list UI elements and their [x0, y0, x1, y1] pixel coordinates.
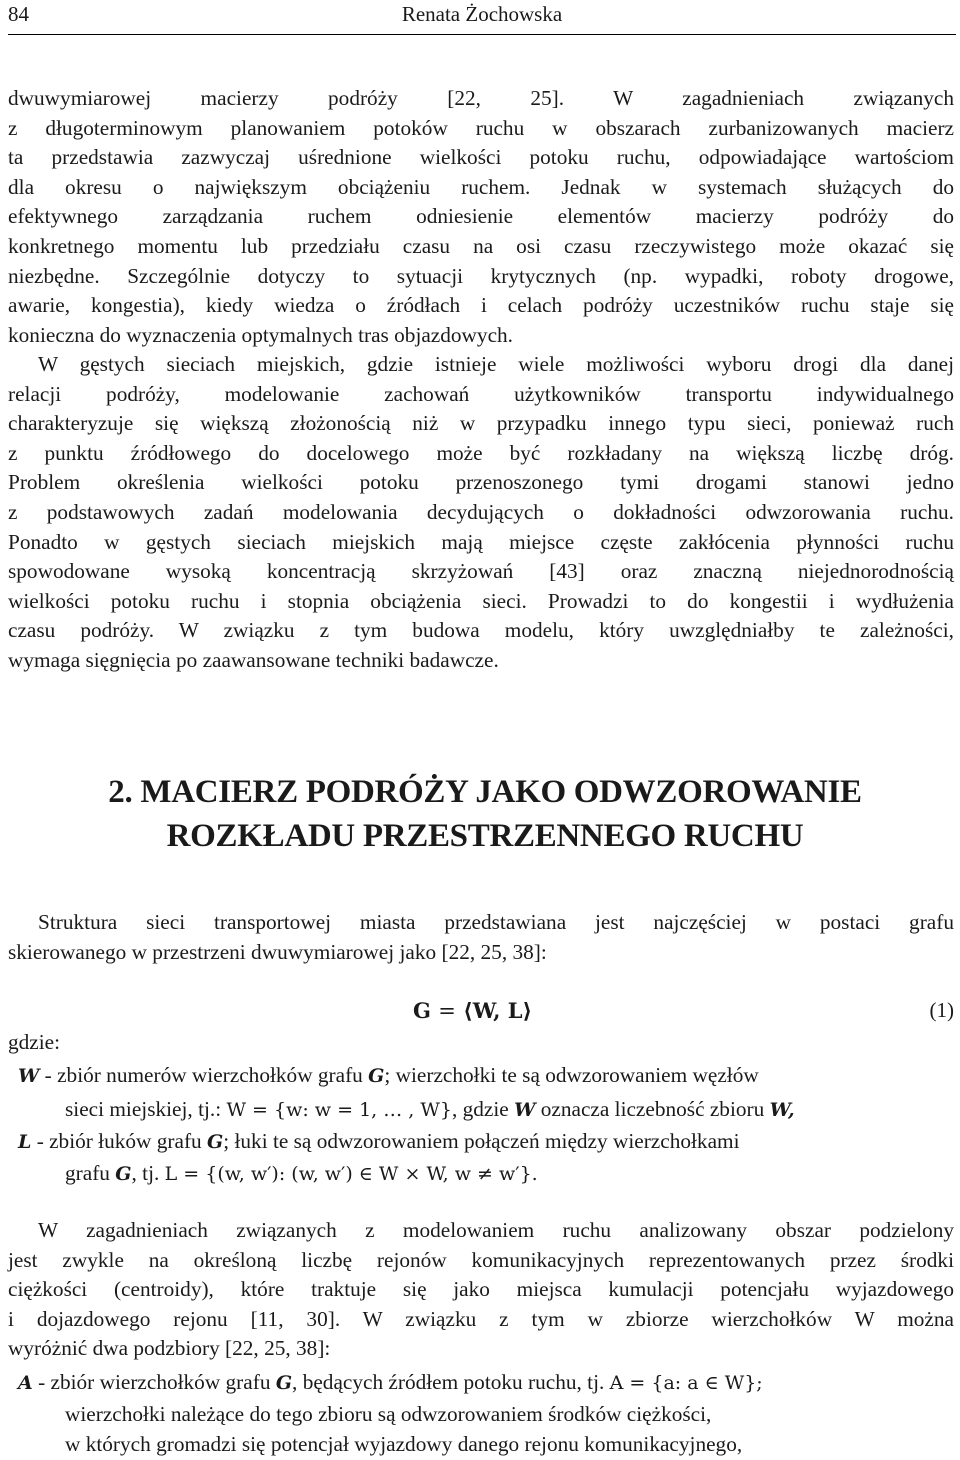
symbol-g: G: [207, 1131, 224, 1153]
equation-rhs: ⟨W, L⟩: [463, 998, 533, 1023]
definition-l: [18, 1126, 740, 1158]
definition-text: , tj.: [131, 1161, 160, 1185]
definition-text: - zbiór numerów wierzchołków grafu: [44, 1063, 363, 1087]
text-line: charakteryzuje się większą złożonością niż w przypadku innego typu sieci, ponieważ ruch: [8, 411, 954, 436]
text-line: Problem określenia wielkości potoku przenoszonego tymi drogami stanowi jedno: [8, 470, 954, 495]
text-line: wymaga sięgnięcia po zaawansowane techniki badawcze.: [8, 647, 499, 672]
text-line: z długoterminowym planowaniem potoków ruchu w obszarach zurbanizowanych macierz: [8, 115, 954, 140]
equation-1: [8, 998, 954, 1032]
set-w-formula: W = {w: w = 1, … , W}: [226, 1099, 452, 1121]
equation-number: (1): [929, 998, 954, 1022]
symbol-l: L: [18, 1131, 32, 1153]
symbol-w: W: [514, 1099, 536, 1121]
text-line: wyróżnić dwa podzbiory [22, 25, 38]:: [8, 1336, 331, 1361]
symbol-g: G: [115, 1163, 132, 1185]
section-heading-line-2: ROZKŁADU PRZESTRZENNEGO RUCHU: [166, 818, 804, 854]
text-line: Struktura sieci transportowej miasta przedstawiana jest najczęściej w postaci grafu: [38, 910, 954, 934]
definition-text: - zbiór wierzchołków grafu: [38, 1370, 271, 1394]
definition-a-continued: w których gromadzi się potencjał wyjazdowy danego rejonu komunikacyjnego,: [65, 1432, 743, 1456]
text-line: konieczna do wyznaczenia optymalnych tras objazdowych.: [8, 322, 514, 347]
text-line: skierowanego w przestrzeni dwuwymiarowej jako [22, 25, 38]:: [8, 939, 547, 964]
symbol-a: A: [18, 1372, 33, 1394]
text-line: awarie, kongestia), kiedy wiedza o źródłach i celach podróży uczestników ruchu staje się: [8, 293, 954, 318]
definition-l-continued: [65, 1158, 538, 1190]
symbol-g: G: [368, 1065, 385, 1087]
definition-text: grafu: [65, 1161, 110, 1185]
symbol-g: G: [275, 1372, 293, 1394]
symbol-w: W: [18, 1065, 40, 1087]
equation-lhs: G: [413, 998, 431, 1023]
section-heading-line-1: 2. MACIERZ PODRÓŻY JAKO ODWZOROWANIE: [108, 774, 862, 810]
text-line: wielkości potoku ruchu i stopnia obciążenia sieci. Prowadzi to do kongestii i wydłużenia: [8, 588, 954, 613]
symbol-w: W,: [769, 1099, 795, 1121]
text-line: z punktu źródłowego do docelowego może być rozkładany na większą liczbę dróg.: [8, 440, 954, 465]
definition-text: ; wierzchołki te są odwzorowaniem węzłów: [384, 1063, 759, 1087]
paragraph-2: [8, 350, 954, 676]
set-l-formula: L = {(w, w′): (w, w′) ∈ W × W, w ≠ w′}.: [164, 1163, 538, 1185]
definition-text: , będących źródłem potoku ruchu, tj.: [292, 1370, 605, 1394]
definition-text: , gdzie: [451, 1097, 509, 1121]
text-line: jest zwykle na określoną liczbę rejonów komunikacyjnych reprezentowanych przez środki: [8, 1247, 954, 1272]
text-line: dla okresu o największym obciążeniu ruchem. Jednak w systemach służących do: [8, 174, 954, 199]
paragraph-1: [8, 84, 954, 350]
equation-formula: [413, 998, 532, 1023]
text-line: W gęstych sieciach miejskich, gdzie istnieje wiele możliwości wyboru drogi dla danej: [38, 352, 954, 376]
definition-w: [18, 1060, 759, 1092]
definition-text: - zbiór łuków grafu: [36, 1129, 202, 1153]
paragraph-3: [8, 908, 954, 967]
text-line: z podstawowych zadań modelowania decydujących o dokładności odwzorowania ruchu.: [8, 499, 954, 524]
definition-text: ; łuki te są odwzorowaniem połączeń między wierzchołkami: [223, 1129, 740, 1153]
text-line: i dojazdowego rejonu [11, 30]. W związku z tym w zbiorze wierzchołków W można: [8, 1306, 954, 1331]
definition-text: sieci miejskiej, tj.:: [65, 1097, 222, 1121]
page-header: [8, 0, 956, 35]
text-line: W zagadnieniach związanych z modelowaniem ruchu analizowany obszar podzielony: [38, 1218, 954, 1242]
definition-w-continued: [65, 1094, 795, 1126]
text-line: relacji podróży, modelowanie zachowań użytkowników transportu indywidualnego: [8, 381, 954, 406]
paragraph-4: [8, 1216, 954, 1364]
text-line: Ponadto w gęstych sieciach miejskich mają miejsce częste zakłócenia płynności ruchu: [8, 529, 954, 554]
running-head-author: Renata Żochowska: [401, 2, 563, 26]
text-line: niezbędne. Szczególnie dotyczy to sytuacji krytycznych (np. wypadki, roboty drogowe,: [8, 263, 954, 288]
section-heading: [60, 770, 910, 858]
definition-a: [18, 1367, 763, 1399]
equation-equals: =: [438, 999, 456, 1023]
text-line: czasu podróży. W związku z tym budowa modelu, który uwzględniałby te zależności,: [8, 618, 954, 643]
page-number: 84: [8, 2, 29, 26]
text-line: ta przedstawia zazwyczaj uśrednione wielkości potoku ruchu, odpowiadające wartościom: [8, 145, 954, 170]
text-line: konkretnego momentu lub przedziału czasu na osi czasu rzeczywistego może okazać się: [8, 233, 954, 258]
text-line: efektywnego zarządzania ruchem odniesienie elementów macierzy podróży do: [8, 204, 954, 229]
definition-text: oznacza liczebność zbioru: [540, 1097, 765, 1121]
text-line: spowodowane wysoką koncentracją skrzyżowań [43] oraz znaczną niejednorodnością: [8, 559, 954, 584]
definition-a-continued: wierzchołki należące do tego zbioru są odwzorowaniem środków ciężkości,: [65, 1402, 712, 1426]
text-line: dwuwymiarowej macierzy podróży [22, 25]. W zagadnieniach związanych: [8, 86, 954, 110]
set-a-formula: A = {a: a ∈ W};: [609, 1372, 763, 1394]
text-line: ciężkości (centroidy), które traktuje się jako miejsca kumulacji potencjału wyjazdowego: [8, 1277, 954, 1302]
where-label: gdzie:: [8, 1030, 61, 1054]
